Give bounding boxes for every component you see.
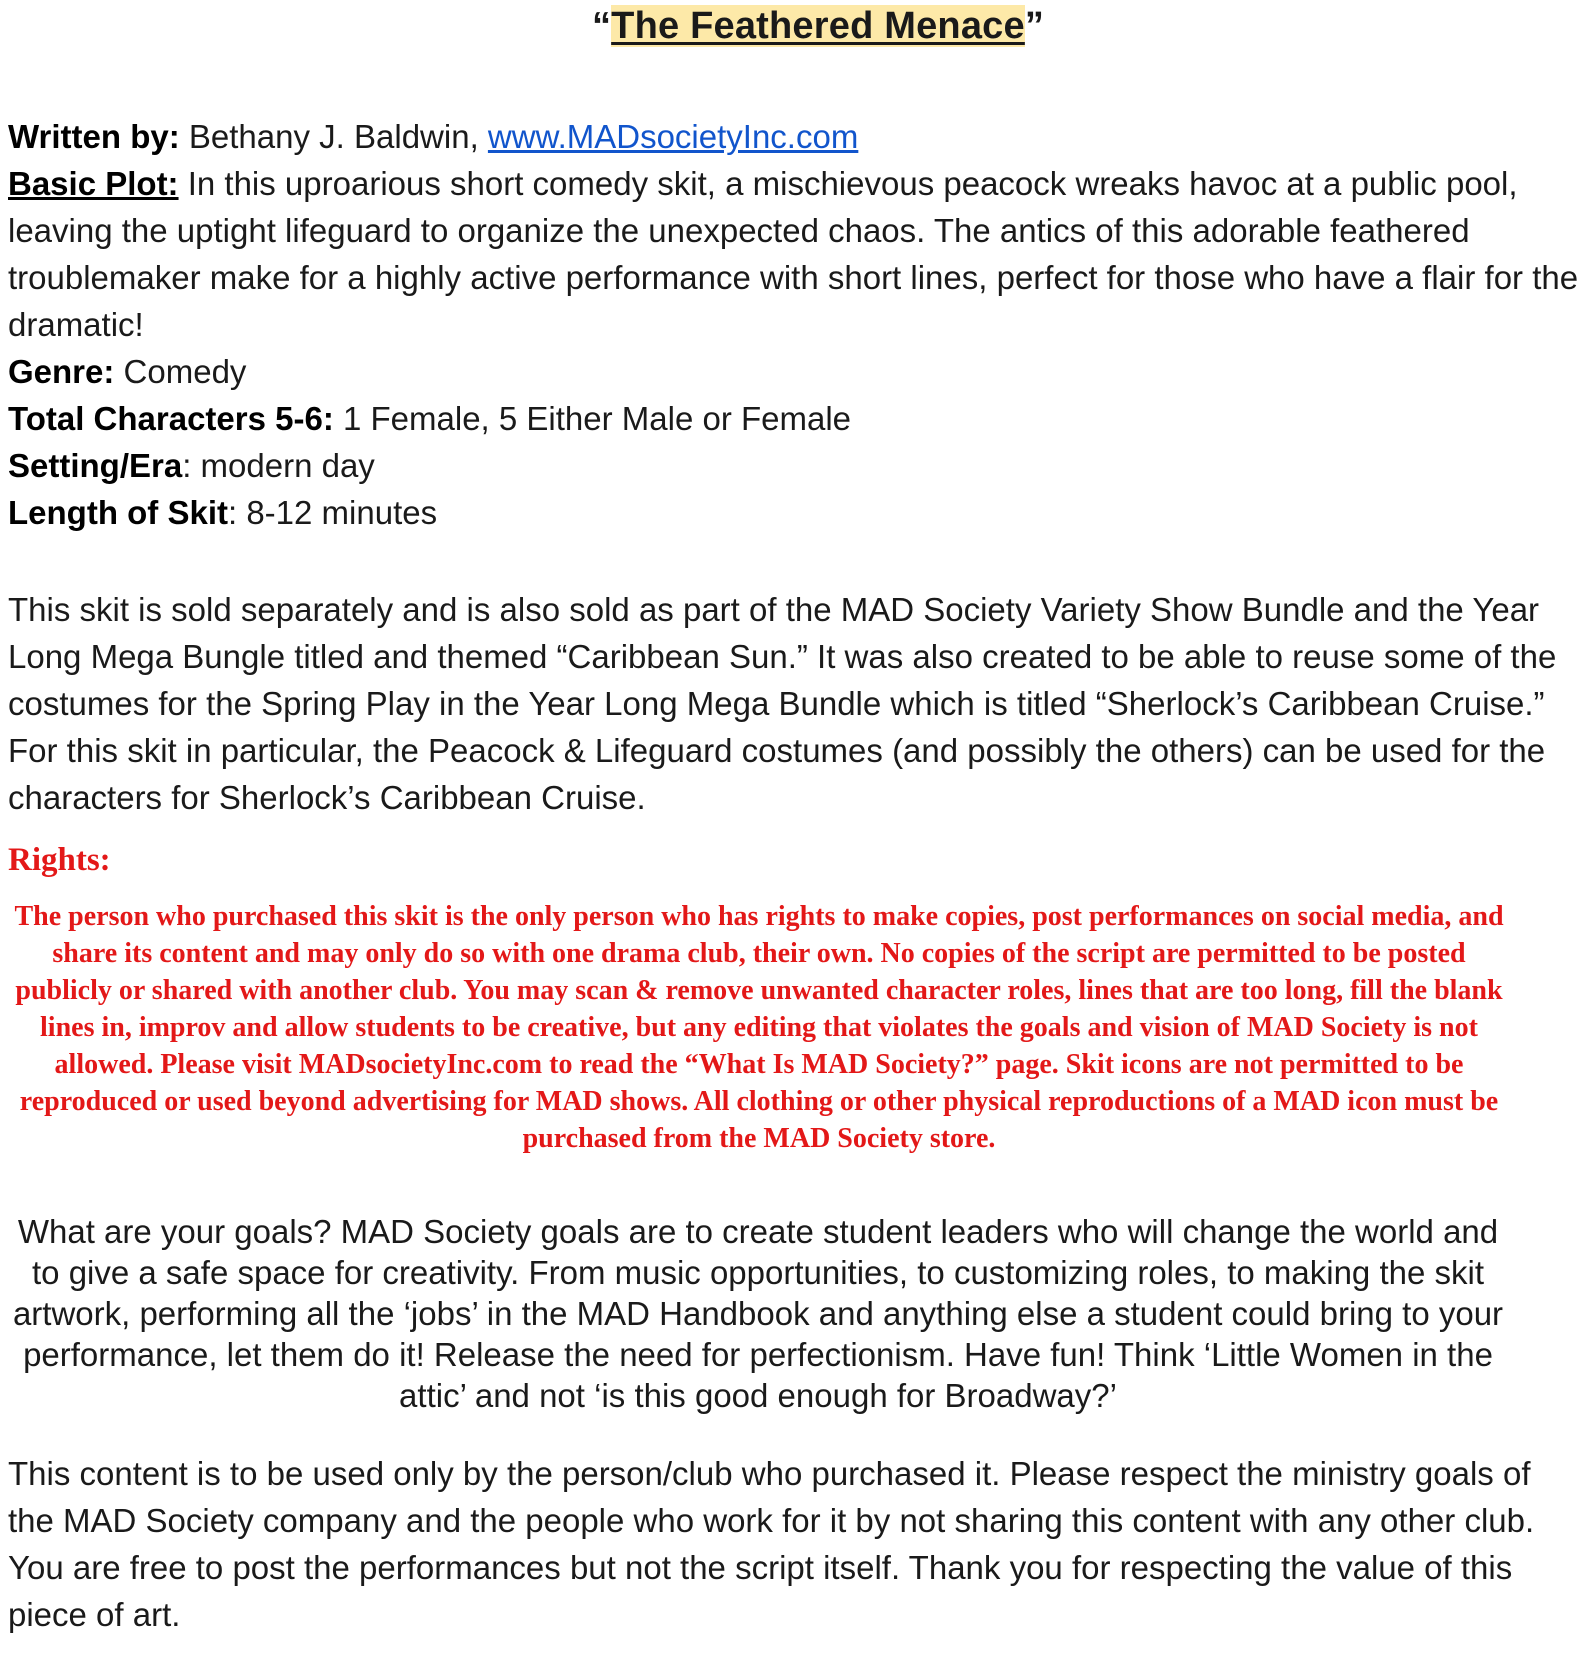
length-line xyxy=(8,489,1588,536)
rights-paragraph: The person who purchased this skit is the only person who has rights to make copies, post performances on social media, and share its content and may only do so with one drama club, their own. No copies of the script are permitted to be posted publicly or shared with another club. You may scan & remove unwanted character roles, lines that are too long, fill the blank lines in, improv and allow students to be creative, but any editing that violates the goals and vision of MAD Society is not allowed. Please visit MADsocietyInc.com to read the “What Is MAD Society?” page. Skit icons are not permitted to be reproduced or used beyond advertising for MAD shows. All clothing or other physical reproductions of a MAD icon must be purchased from the MAD Society store. xyxy=(14,901,1504,1154)
goals-paragraph: What are your goals? MAD Society goals are to create student leaders who will change the world and to give a safe space for creativity. From music opportunities, to customizing roles, to making the skit artwork, performing all the ‘jobs’ in the MAD Handbook and anything else a student could bring to your performance, let them do it! Release the need for perfectionism. Have fun! Think ‘Little Women in the attic’ and not ‘is this good enough for Broadway?’ xyxy=(12,1213,1504,1414)
length-value: : 8-12 minutes xyxy=(227,494,438,531)
genre-label: Genre: xyxy=(8,353,115,390)
basic-plot-label: Basic Plot: xyxy=(8,165,179,202)
basic-plot-paragraph xyxy=(8,160,1588,348)
basic-plot-value: In this uproarious short comedy skit, a mischievous peacock wreaks havoc at a public pool, leaving the uptight lifeguard to organize the unexpected chaos. The antics of this adorable feathered troublemaker make for a highly active performance with short lines, perfect for those who have a flair for the dramatic! xyxy=(8,165,1579,343)
website-link[interactable]: www.MADsocietyInc.com xyxy=(487,118,859,155)
document-title xyxy=(8,4,1588,48)
genre-value: Comedy xyxy=(114,353,247,390)
length-label: Length of Skit xyxy=(8,494,228,531)
title-open-quote: “ xyxy=(591,5,612,47)
rights-heading: Rights: xyxy=(8,842,111,878)
closing-paragraph: This content is to be used only by the person/club who purchased it. Please respect the ministry goals of the MAD Society company and the people who work for it by not sharing this content with any other club. You are free to post the performances but not the script itself. Thank you for respecting the value of this piece of art. xyxy=(8,1455,1535,1633)
genre-line xyxy=(8,348,1588,395)
written-by-label: Written by: xyxy=(8,118,180,155)
setting-label: Setting/Era xyxy=(8,447,183,484)
written-by-line xyxy=(8,113,1588,160)
title-text: The Feathered Menace xyxy=(611,5,1025,47)
written-by-value: Bethany J. Baldwin, xyxy=(179,118,488,155)
setting-value: : modern day xyxy=(182,447,375,484)
characters-line xyxy=(8,395,1588,442)
title-close-quote: ” xyxy=(1024,5,1045,47)
setting-line xyxy=(8,442,1588,489)
skit-info-block xyxy=(8,113,1588,536)
description-paragraph: This skit is sold separately and is also sold as part of the MAD Society Variety Show Bundle and the Year Long Mega Bungle titled and themed “Caribbean Sun.” It was also created to be able to reuse some of the costumes for the Spring Play in the Year Long Mega Bundle which is titled “Sherlock’s Caribbean Cruise.” For this skit in particular, the Peacock & Lifeguard costumes (and possibly the others) can be used for the characters for Sherlock’s Caribbean Cruise. xyxy=(8,591,1557,816)
characters-label: Total Characters 5-6: xyxy=(8,400,334,437)
characters-value: 1 Female, 5 Either Male or Female xyxy=(333,400,852,437)
